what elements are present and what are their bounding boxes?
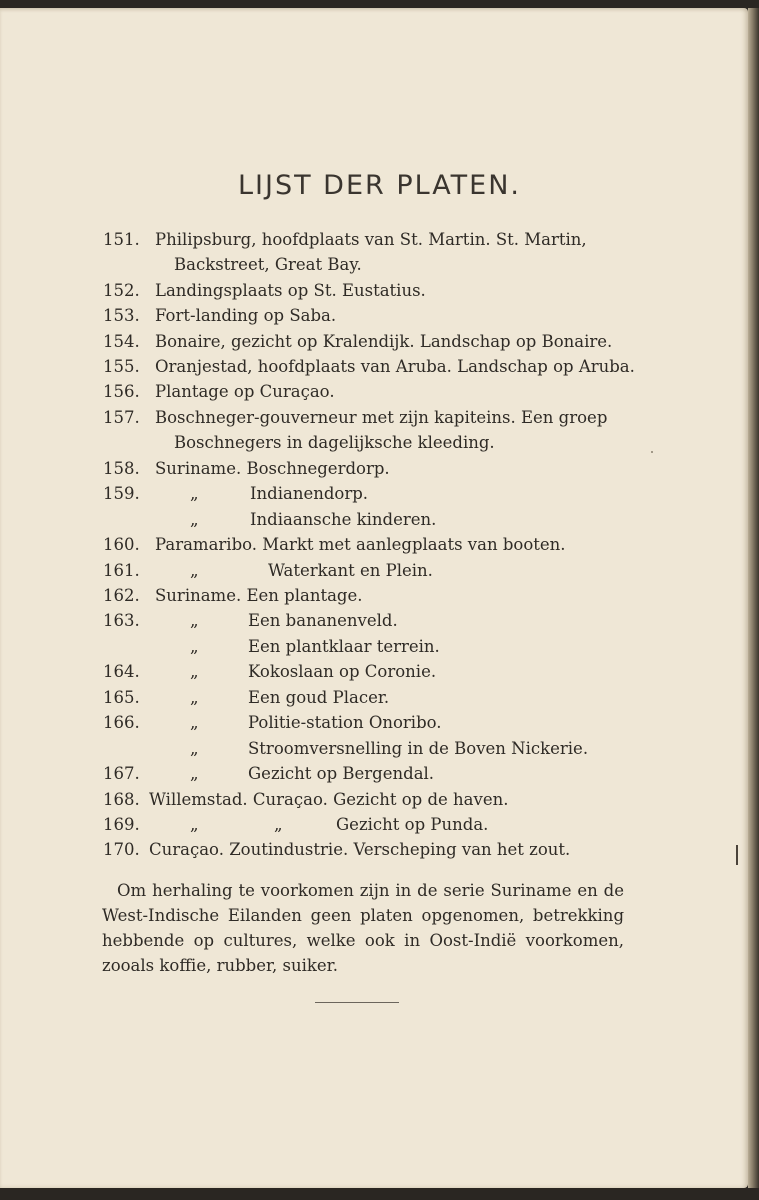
entry-text: Bonaire, gezicht op Kralendijk. Landschap op Bonaire. — [155, 332, 613, 351]
entry-number: 165. — [103, 688, 140, 707]
entry-text: Een goud Placer. — [248, 688, 390, 707]
ditto-mark: „ — [190, 611, 199, 630]
entry-number: 162. — [103, 586, 140, 605]
entry-number: 160. — [103, 535, 140, 554]
page-title: LIJST DER PLATEN. — [237, 170, 522, 201]
closing-rule — [315, 1002, 399, 1003]
entry-number: 163. — [103, 611, 140, 630]
entry-text: Gezicht op Bergendal. — [248, 764, 435, 783]
ditto-mark: „ — [190, 739, 199, 758]
entry-text: Suriname. Boschnegerdorp. — [155, 459, 390, 478]
entry-number: 158. — [103, 459, 140, 478]
entry-number: 155. — [103, 357, 140, 376]
ditto-mark: „ — [190, 713, 199, 732]
entry-text-continuation: Backstreet, Great Bay. — [174, 255, 362, 274]
ditto-mark: „ — [190, 688, 199, 707]
entry-number: 151. — [103, 230, 140, 249]
entry-text: Politie-station Onoribo. — [248, 713, 442, 732]
entry-text-continuation: Boschnegers in dagelijksche kleeding. — [174, 433, 495, 452]
entry-text: Philipsburg, hoofdplaats van St. Martin. St. Martin, — [155, 230, 587, 249]
ditto-mark: „ — [274, 815, 283, 834]
entry-text: Indiaansche kinderen. — [250, 510, 437, 529]
entry-number: 166. — [103, 713, 140, 732]
entry-text: Een plantklaar terrein. — [248, 637, 440, 656]
entry-text: Gezicht op Punda. — [336, 815, 489, 834]
ditto-mark: „ — [190, 815, 199, 834]
entry-text: Curaçao. Zoutindustrie. Verscheping van het zout. — [149, 840, 571, 859]
entry-number: 167. — [103, 764, 140, 783]
entry-text: Waterkant en Plein. — [268, 561, 433, 580]
entry-text: Paramaribo. Markt met aanlegplaats van booten. — [155, 535, 566, 554]
entry-number: 170. — [103, 840, 140, 859]
entry-text: Oranjestad, hoofdplaats van Aruba. Landschap op Aruba. — [155, 357, 635, 376]
entry-number: 168. — [103, 790, 140, 809]
entry-text: Landingsplaats op St. Eustatius. — [155, 281, 426, 300]
entry-number: 157. — [103, 408, 140, 427]
entry-number: 153. — [103, 306, 140, 325]
entry-text: Willemstad. Curaçao. Gezicht op de haven. — [149, 790, 509, 809]
entry-number: 156. — [103, 382, 140, 401]
footnote-paragraph: Om herhaling te voorkomen zijn in de serie Suriname en de West-Indische Eilanden geen platen opgenomen, betrekking hebbende op cultures, welke ook in Oost-Indië voorkomen, zooals koffie, rubber, suiker. — [102, 881, 624, 975]
entry-text: Stroomversnelling in de Boven Nickerie. — [248, 739, 589, 758]
entry-text: Indianendorp. — [250, 484, 369, 503]
entry-text: Fort-landing op Saba. — [155, 306, 337, 325]
margin-mark — [736, 845, 738, 865]
entry-number: 152. — [103, 281, 140, 300]
entry-text: Plantage op Curaçao. — [155, 382, 335, 401]
ditto-mark: „ — [190, 662, 199, 681]
ditto-mark: „ — [190, 484, 199, 503]
paper-speck — [651, 451, 653, 453]
entry-number: 169. — [103, 815, 140, 834]
entry-text: Suriname. Een plantage. — [155, 586, 363, 605]
ditto-mark: „ — [190, 764, 199, 783]
entry-text: Boschneger-gouverneur met zijn kapiteins. Een groep — [155, 408, 608, 427]
ditto-mark: „ — [190, 561, 199, 580]
entry-number: 154. — [103, 332, 140, 351]
entry-text: Kokoslaan op Coronie. — [248, 662, 437, 681]
entry-text: Een bananenveld. — [248, 611, 398, 630]
ditto-mark: „ — [190, 510, 199, 529]
entry-number: 161. — [103, 561, 140, 580]
ditto-mark: „ — [190, 637, 199, 656]
entry-number: 159. — [103, 484, 140, 503]
entry-number: 164. — [103, 662, 140, 681]
